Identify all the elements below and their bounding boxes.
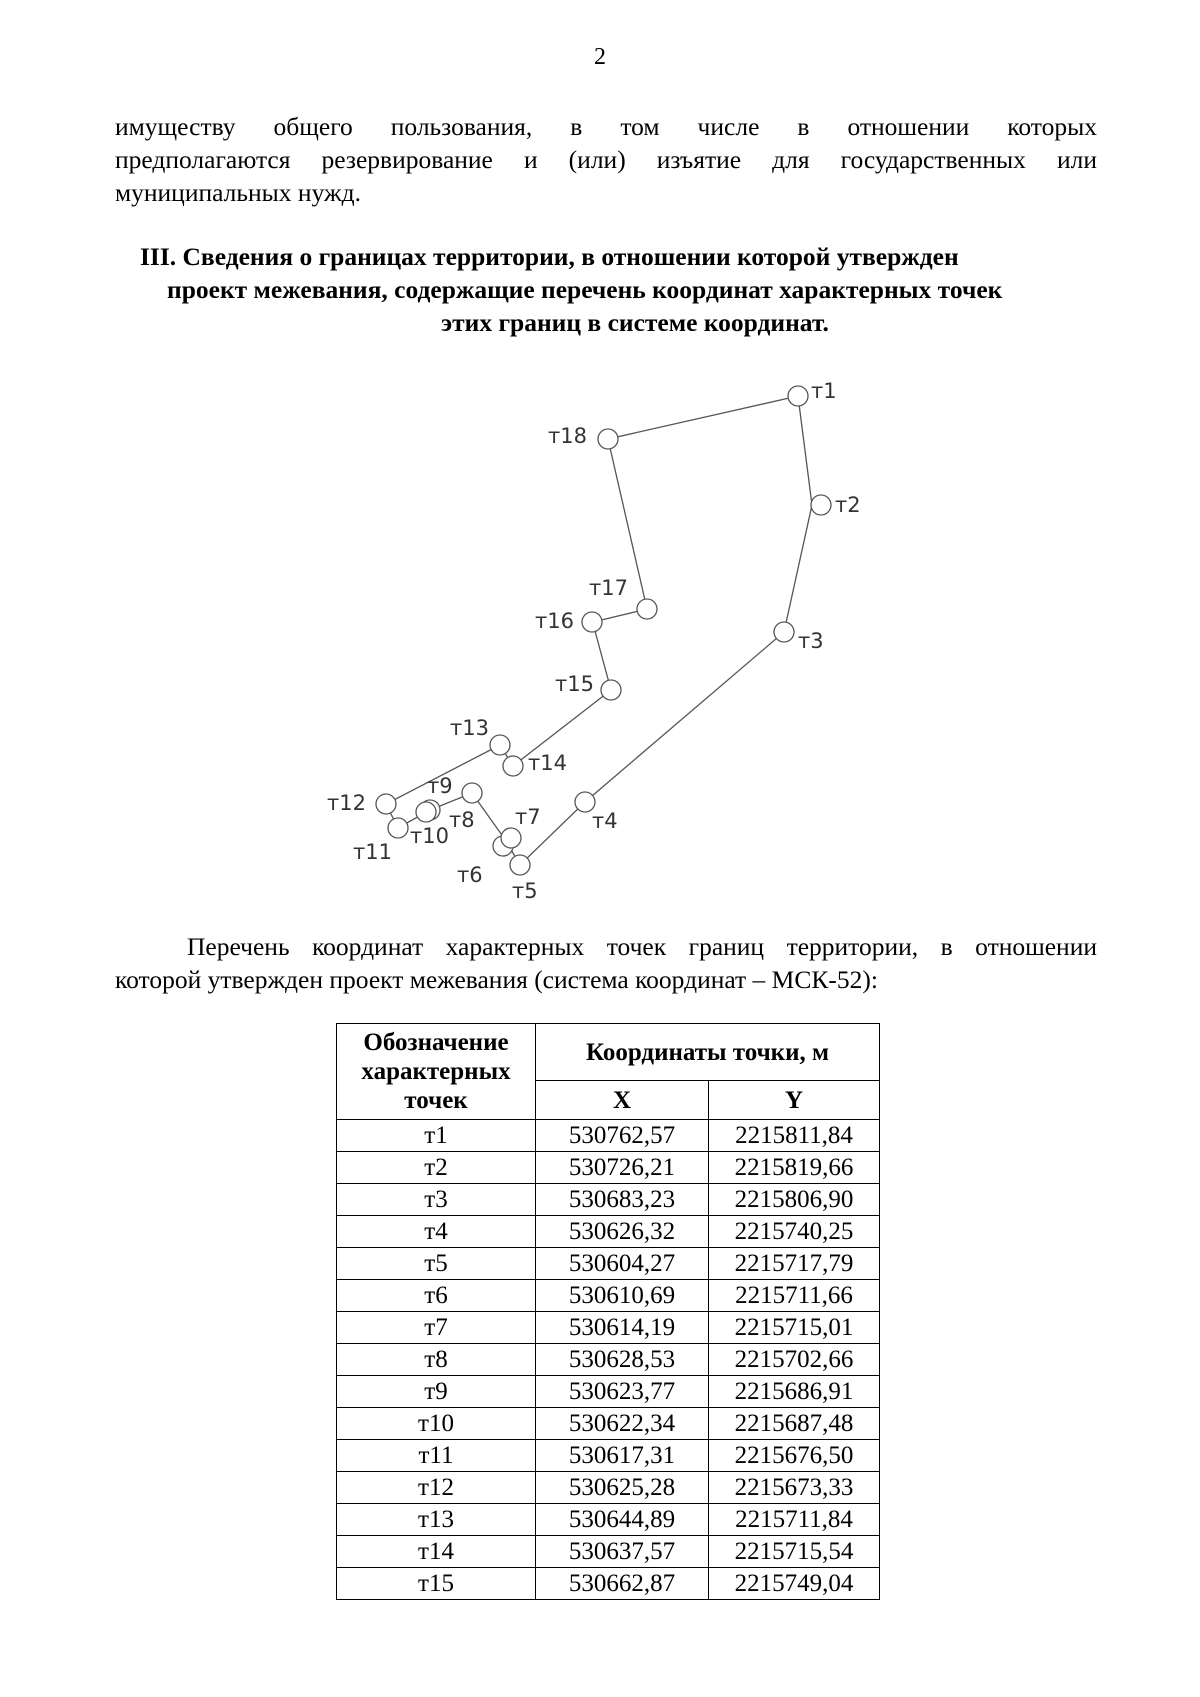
point-marker-t11 — [388, 818, 408, 838]
table-cell-point: т15 — [337, 1568, 536, 1600]
header-x: X — [536, 1081, 709, 1120]
table-cell-point: т3 — [337, 1184, 536, 1216]
table-cell-x: 530625,28 — [536, 1472, 709, 1504]
list-intro-paragraph — [115, 930, 1097, 996]
table-cell-x: 530726,21 — [536, 1152, 709, 1184]
table-cell-x: 530644,89 — [536, 1504, 709, 1536]
table-cell-y: 2215711,66 — [709, 1280, 880, 1312]
table-cell-point: т1 — [337, 1120, 536, 1152]
point-marker-t17 — [637, 599, 657, 619]
point-label: т9 — [427, 774, 453, 798]
point-label: т3 — [798, 629, 824, 653]
point-marker-t16 — [582, 612, 602, 632]
table-cell-point: т2 — [337, 1152, 536, 1184]
point-label: т1 — [811, 379, 837, 403]
point-marker-t8 — [462, 783, 482, 803]
section-heading-line: III. Сведения о границах территории, в отношении которой утвержден — [140, 242, 959, 271]
page-number: 2 — [594, 44, 606, 70]
table-cell-y: 2215673,33 — [709, 1472, 880, 1504]
table-cell-x: 530610,69 — [536, 1280, 709, 1312]
table-cell-x: 530626,32 — [536, 1216, 709, 1248]
intro-line: предполагаются резервирование и (или) изъятие для государственных или — [115, 145, 1097, 174]
point-label: т10 — [410, 824, 449, 848]
table-cell-x: 530614,19 — [536, 1312, 709, 1344]
table-row — [337, 1248, 880, 1280]
table-cell-point: т13 — [337, 1504, 536, 1536]
section-heading-line: этих границ в системе координат. — [441, 308, 829, 337]
point-label: т12 — [327, 791, 366, 815]
table-row — [337, 1280, 880, 1312]
table-row — [337, 1440, 880, 1472]
point-label: т14 — [528, 751, 567, 775]
point-label: т11 — [353, 840, 392, 864]
table-cell-point: т14 — [337, 1536, 536, 1568]
table-cell-x: 530628,53 — [536, 1344, 709, 1376]
table-cell-y: 2215687,48 — [709, 1408, 880, 1440]
intro-paragraph — [115, 110, 1097, 209]
point-label: т18 — [548, 424, 587, 448]
point-marker-t13 — [490, 735, 510, 755]
table-cell-point: т12 — [337, 1472, 536, 1504]
table-cell-y: 2215711,84 — [709, 1504, 880, 1536]
table-row — [337, 1152, 880, 1184]
table-row — [337, 1312, 880, 1344]
table-cell-y: 2215740,25 — [709, 1216, 880, 1248]
intro-line: муниципальных нужд. — [115, 178, 361, 207]
table-cell-x: 530683,23 — [536, 1184, 709, 1216]
boundary-points — [376, 386, 831, 875]
point-label: т17 — [589, 576, 628, 600]
table-cell-x: 530622,34 — [536, 1408, 709, 1440]
intro-line: имуществу общего пользования, в том числе в отношении которых — [115, 112, 1097, 141]
point-marker-t18 — [598, 429, 618, 449]
header-designation: Обозначение характерных точек — [337, 1024, 536, 1120]
table-cell-y: 2215715,54 — [709, 1536, 880, 1568]
table-cell-x: 530604,27 — [536, 1248, 709, 1280]
point-marker-t5 — [510, 855, 530, 875]
point-marker-t1 — [788, 386, 808, 406]
list-intro-line: Перечень координат характерных точек границ территории, в отношении — [187, 932, 1097, 961]
table-cell-y: 2215811,84 — [709, 1120, 880, 1152]
table-cell-y: 2215819,66 — [709, 1152, 880, 1184]
table-row — [337, 1344, 880, 1376]
header-coordinates: Координаты точки, м — [536, 1024, 880, 1081]
table-cell-point: т8 — [337, 1344, 536, 1376]
boundary-scheme — [320, 375, 880, 905]
table-cell-x: 530762,57 — [536, 1120, 709, 1152]
table-cell-x: 530637,57 — [536, 1536, 709, 1568]
point-label: т16 — [535, 609, 574, 633]
list-intro-line: которой утвержден проект межевания (система координат – МСК-52): — [115, 965, 878, 994]
table-cell-point: т11 — [337, 1440, 536, 1472]
table-cell-y: 2215715,01 — [709, 1312, 880, 1344]
point-marker-t3 — [774, 622, 794, 642]
point-marker-t15 — [601, 680, 621, 700]
point-label: т7 — [515, 805, 541, 829]
point-label: т13 — [450, 716, 489, 740]
table-row — [337, 1472, 880, 1504]
section-heading — [140, 240, 1100, 339]
table-row — [337, 1504, 880, 1536]
point-label: т15 — [555, 672, 594, 696]
table-row — [337, 1568, 880, 1600]
point-label: т2 — [835, 493, 861, 517]
point-label: т5 — [512, 879, 538, 903]
table-row — [337, 1120, 880, 1152]
point-label: т4 — [592, 809, 618, 833]
point-marker-t7 — [501, 828, 521, 848]
table-cell-point: т6 — [337, 1280, 536, 1312]
point-marker-t2 — [811, 495, 831, 515]
table-row — [337, 1216, 880, 1248]
section-heading-line: проект межевания, содержащие перечень координат характерных точек — [167, 275, 1003, 304]
table-cell-x: 530617,31 — [536, 1440, 709, 1472]
table-row — [337, 1184, 880, 1216]
table-cell-point: т4 — [337, 1216, 536, 1248]
table-row — [337, 1536, 880, 1568]
table-cell-point: т9 — [337, 1376, 536, 1408]
point-marker-t10 — [416, 802, 436, 822]
table-cell-point: т7 — [337, 1312, 536, 1344]
coordinates-table — [336, 1023, 880, 1600]
table-cell-x: 530623,77 — [536, 1376, 709, 1408]
coordinates-table-body — [337, 1120, 880, 1600]
table-cell-y: 2215749,04 — [709, 1568, 880, 1600]
table-cell-y: 2215806,90 — [709, 1184, 880, 1216]
point-label: т6 — [457, 863, 483, 887]
table-cell-y: 2215717,79 — [709, 1248, 880, 1280]
table-row — [337, 1408, 880, 1440]
table-cell-y: 2215676,50 — [709, 1440, 880, 1472]
table-row — [337, 1376, 880, 1408]
table-cell-point: т10 — [337, 1408, 536, 1440]
header-y: Y — [709, 1081, 880, 1120]
table-cell-y: 2215686,91 — [709, 1376, 880, 1408]
point-marker-t12 — [376, 794, 396, 814]
point-marker-t14 — [503, 756, 523, 776]
table-cell-x: 530662,87 — [536, 1568, 709, 1600]
point-label: т8 — [449, 808, 475, 832]
table-cell-point: т5 — [337, 1248, 536, 1280]
table-cell-y: 2215702,66 — [709, 1344, 880, 1376]
